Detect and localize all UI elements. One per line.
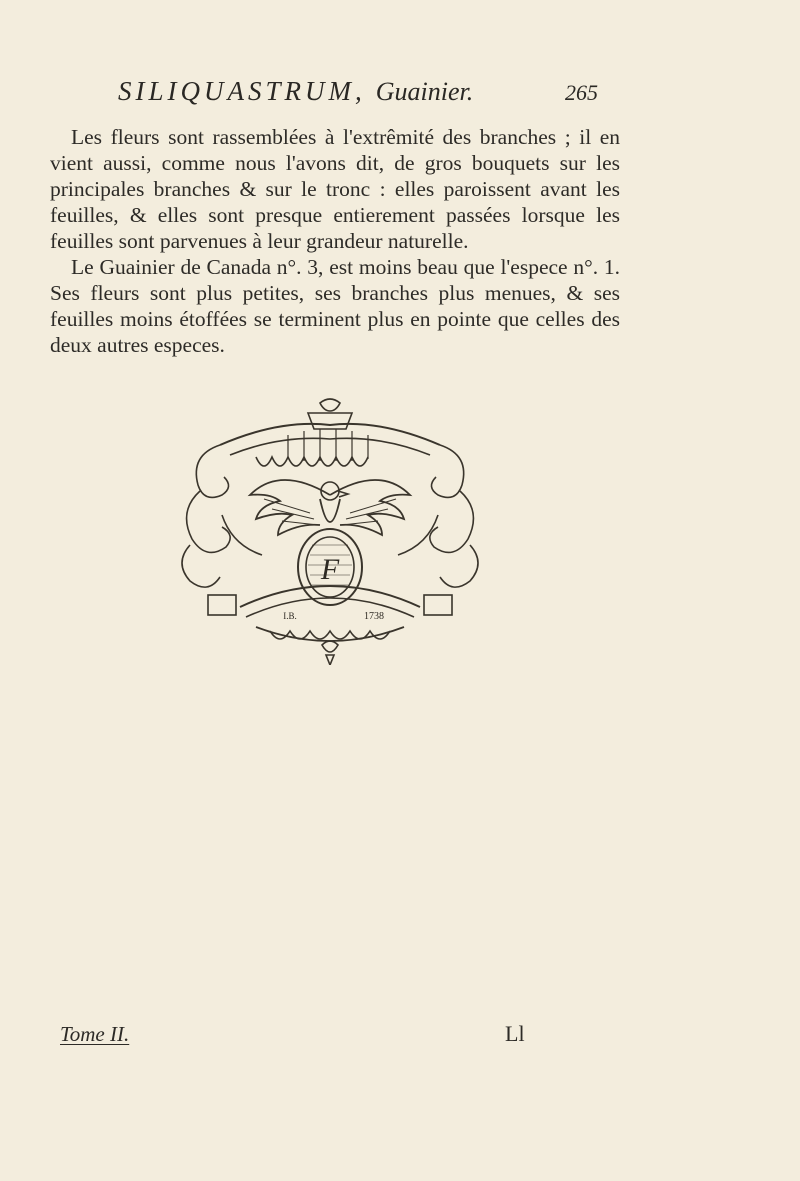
vignette-initials: I.B. (283, 611, 297, 621)
body-text (50, 124, 620, 358)
paragraph-flowers: Les fleurs sont rassemblées à l'extrêmité des branches ; il en vient aussi, comme nous l'avons dit, de gros bouquets sur les principales branches & sur le tronc : elles paroissent avant les feuilles, & elles sont presque entierement passées lorsque les feuilles sont parvenues à leur grandeur naturelle. (50, 125, 620, 253)
paragraph-canada-species: Le Guainier de Canada n°. 3, est moins beau que l'espece n°. 1. Ses fleurs sont plus petites, ses branches plus menues, & ses feuilles moins étoffées se terminent plus en pointe que celles des deux autres especes. (50, 255, 620, 357)
eagle-vignette (160, 395, 500, 665)
running-header (118, 76, 598, 107)
volume-label: Tome II. (60, 1022, 130, 1046)
page-number: 265 (565, 80, 598, 105)
vignette-monogram: F (320, 553, 340, 586)
vignette-year: 1738 (364, 611, 384, 622)
header-common-name: Guainier. (375, 77, 474, 106)
signature-mark: Ll (505, 1021, 525, 1046)
header-genus: SILIQUASTRUM, (118, 76, 366, 106)
